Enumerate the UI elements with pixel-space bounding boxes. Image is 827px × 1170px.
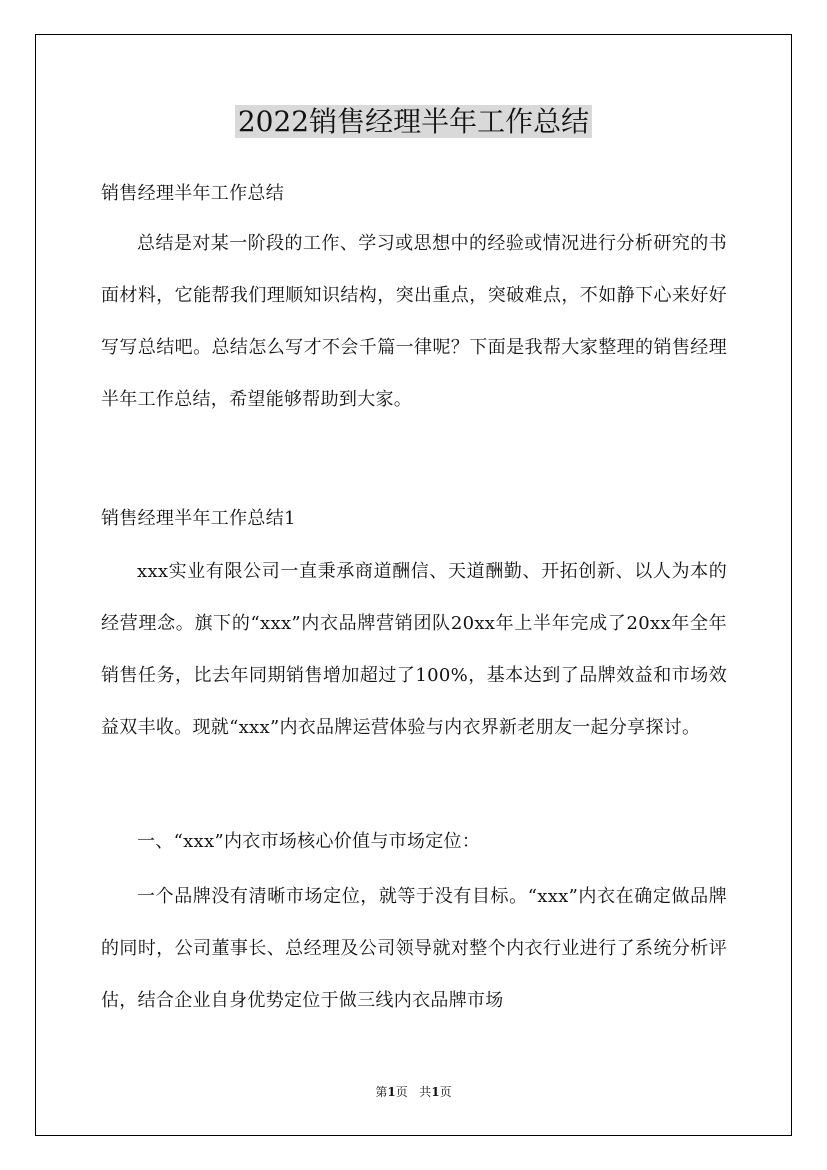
intro-paragraph: 总结是对某一阶段的工作、学习或思想中的经验或情况进行分析研究的书面材料，它能帮我们理顺知识结构，突出重点，突破难点，不如静下心来好好写写总结吧。总结怎么写才不会千篇一律呢？下面是我帮大家整理的销售经理半年工作总结，希望能够帮助到大家。 — [101, 233, 727, 410]
section-1-subheading: 一、“xxx”内衣市场核心价值与市场定位： — [137, 831, 481, 852]
page-footer — [0, 1083, 827, 1101]
section-1-heading: 销售经理半年工作总结1 — [101, 508, 296, 529]
page-suffix: 页 — [395, 1085, 408, 1099]
document-subtitle: 销售经理半年工作总结 — [101, 183, 284, 204]
section-1-paragraph-2: 一个品牌没有清晰市场定位，就等于没有目标。“xxx”内衣在确定做品牌的同时，公司董事长、总经理及公司领导就对整个内衣行业进行了系统分析评估，结合企业自身优势定位于做三线内衣品牌市场 — [101, 886, 727, 1011]
section-1-paragraph-1: xxx实业有限公司一直秉承商道酬信、天道酬勤、开拓创新、以人为本的经营理念。旗下的“xxx”内衣品牌营销团队20xx年上半年完成了20xx年全年销售任务，比去年同期销售增加超过了100%，基本达到了品牌效益和市场效益双丰收。现就“xxx”内衣品牌运营体验与内衣界新老朋友一起分享探讨。 — [101, 561, 727, 738]
total-pages: 1 — [431, 1085, 440, 1099]
page-prefix: 第 — [375, 1085, 388, 1099]
total-suffix: 页 — [439, 1085, 452, 1099]
document-title-text: 2022销售经理半年工作总结 — [235, 105, 592, 138]
page-number: 1 — [387, 1085, 396, 1099]
total-prefix: 共 — [419, 1085, 432, 1099]
document-title — [0, 100, 827, 144]
